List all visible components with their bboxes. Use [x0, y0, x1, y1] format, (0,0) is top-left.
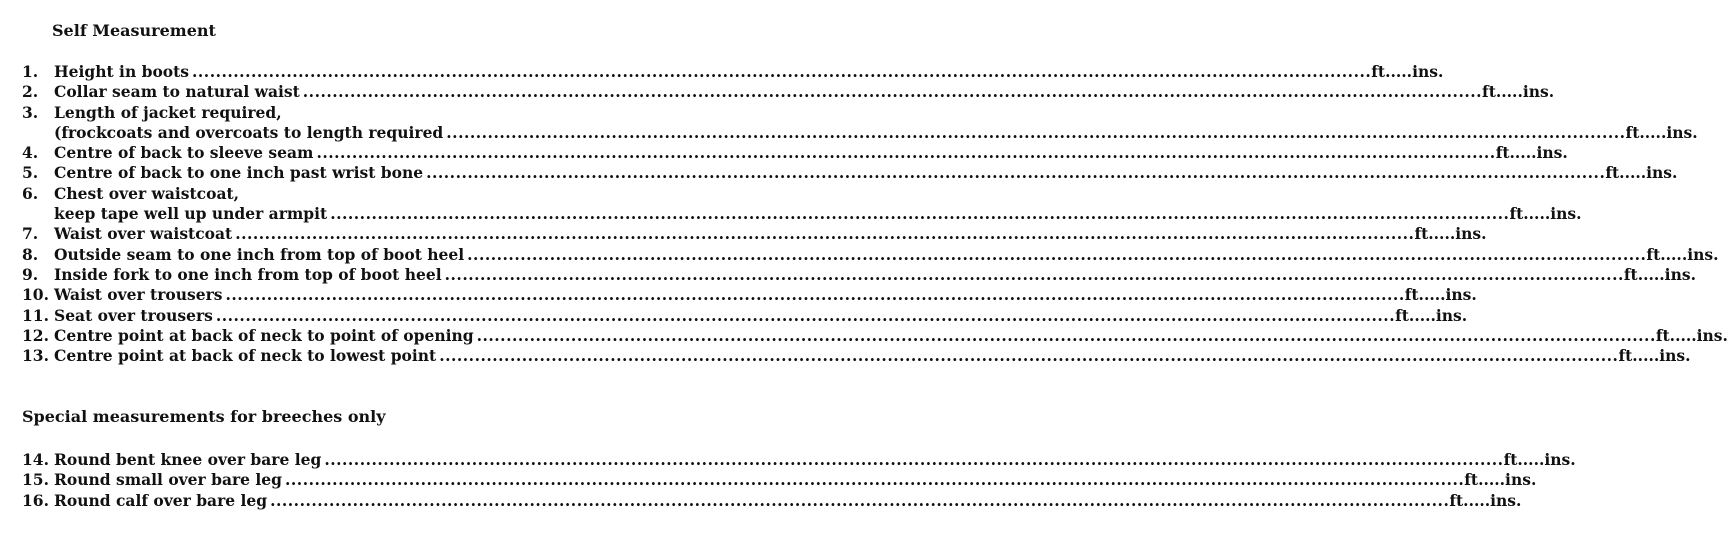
dot-leader: ........................................................................................................................................................................................................: [426, 163, 1606, 183]
units-field[interactable]: ft.....ins.: [1414, 224, 1487, 244]
measurement-item: [0, 163, 1678, 183]
item-number: 2.: [22, 82, 39, 102]
item-number: 15.: [22, 470, 49, 490]
item-number: 11.: [22, 305, 49, 325]
measurement-line: [54, 82, 1555, 102]
measurement-item: [0, 264, 1696, 285]
item-number: 5.: [22, 163, 39, 183]
measurement-item-continuation: [0, 204, 1582, 224]
dot-leader: ........................................................................................................................................................................................................: [225, 285, 1405, 305]
measurement-item: [0, 82, 1555, 102]
section-heading-self-measurement: Self Measurement: [52, 21, 216, 40]
measurement-label: Height in boots: [54, 62, 190, 81]
measurement-label: keep tape well up under armpit: [54, 204, 328, 224]
measurement-line: [54, 325, 1728, 346]
measurement-item-continuation: [0, 122, 1698, 143]
measurement-list: [0, 62, 1728, 366]
dot-leader: ........................................................................................................................................................................................................: [270, 490, 1450, 510]
measurement-label: Round small over bare leg: [54, 470, 282, 490]
measurement-label: (frockcoats and overcoats to length required: [54, 122, 444, 142]
measurement-label: Centre of back to one inch past wrist bone: [54, 163, 424, 183]
units-field[interactable]: ft.....ins.: [1655, 325, 1728, 345]
item-number: 16.: [22, 490, 49, 510]
item-number: 7.: [22, 224, 39, 244]
measurement-label: Round calf over bare leg: [54, 490, 268, 510]
measurement-label: Centre point at back of neck to lowest point: [54, 346, 437, 366]
measurement-item: [0, 224, 1487, 244]
measurement-item: [0, 450, 1576, 470]
item-number: 13.: [22, 346, 49, 366]
section-heading-breeches: Special measurements for breeches only: [22, 407, 386, 426]
measurement-item: [0, 184, 600, 204]
measurement-line: [54, 224, 1487, 244]
measurement-line: [54, 305, 1468, 326]
item-number: 12.: [22, 325, 49, 345]
measurement-label: Chest over waistcoat,: [54, 183, 240, 203]
item-number: 10.: [22, 285, 49, 305]
measurement-line: [54, 346, 1691, 366]
measurement-line: [54, 470, 1537, 490]
units-field[interactable]: ft.....ins.: [1623, 264, 1696, 284]
dot-leader: ........................................................................................................................................................................................................: [302, 82, 1483, 102]
dot-leader: ........................................................................................................................................................................................................: [316, 143, 1496, 163]
measurement-line: [54, 450, 1576, 470]
measurement-line: [54, 285, 1477, 305]
measurement-line: [54, 204, 1582, 224]
measurement-item: [0, 244, 1719, 265]
measurement-label: Outside seam to one inch from top of boot heel: [54, 244, 465, 264]
units-field[interactable]: ft.....ins.: [1395, 305, 1468, 325]
measurement-item: [0, 305, 1468, 326]
item-number: 1.: [22, 62, 39, 81]
measurement-line: [54, 122, 1698, 143]
measurement-line: [54, 143, 1568, 163]
units-field[interactable]: ft.....ins.: [1625, 122, 1698, 142]
measurement-item: [0, 490, 1522, 511]
measurement-item: [0, 470, 1537, 490]
dot-leader: ........................................................................................................................................................................................................: [215, 305, 1396, 325]
units-field[interactable]: ft.....ins.: [1605, 163, 1678, 183]
dot-leader: ........................................................................................................................................................................................................: [235, 224, 1415, 244]
measurement-label: Round bent knee over bare leg: [54, 450, 322, 469]
measurement-label: Seat over trousers: [54, 305, 213, 325]
item-number: 8.: [22, 244, 39, 264]
measurement-line: [54, 244, 1719, 265]
measurement-label: Length of jacket required,: [54, 102, 282, 122]
dot-leader: ........................................................................................................................................................................................................: [467, 244, 1647, 264]
measurement-item: [0, 143, 1568, 163]
units-field[interactable]: ft.....ins.: [1495, 143, 1568, 163]
dot-leader: ........................................................................................................................................................................................................: [446, 122, 1626, 142]
measurement-item: [0, 285, 1477, 305]
measurement-item: [0, 103, 600, 123]
measurement-label: Inside fork to one inch from top of boot heel: [54, 264, 442, 284]
dot-leader: ........................................................................................................................................................................................................: [330, 204, 1510, 224]
measurement-label: Waist over waistcoat: [54, 224, 233, 244]
dot-leader: ........................................................................................................................................................................................................: [192, 62, 1372, 81]
units-field[interactable]: ft.....ins.: [1449, 490, 1522, 510]
item-number: 3.: [22, 102, 39, 122]
dot-leader: ........................................................................................................................................................................................................: [476, 325, 1656, 345]
measurement-item: [0, 325, 1728, 346]
units-field[interactable]: ft.....ins.: [1503, 450, 1576, 469]
dot-leader: ........................................................................................................................................................................................................: [444, 264, 1624, 284]
item-number: 14.: [22, 450, 49, 469]
units-field[interactable]: ft.....ins.: [1464, 470, 1537, 490]
units-field[interactable]: ft.....ins.: [1404, 285, 1477, 305]
measurement-item: [0, 346, 1691, 366]
units-field[interactable]: ft.....ins.: [1618, 346, 1691, 366]
units-field[interactable]: ft.....ins.: [1371, 62, 1444, 81]
dot-leader: ........................................................................................................................................................................................................: [324, 450, 1504, 469]
units-field[interactable]: ft.....ins.: [1646, 244, 1719, 264]
units-field[interactable]: ft.....ins.: [1509, 204, 1582, 224]
measurement-line: [54, 184, 579, 204]
dot-leader: ........................................................................................................................................................................................................: [285, 470, 1465, 490]
dot-leader: ........................................................................................................................................................................................................: [439, 346, 1619, 366]
measurement-line: [54, 62, 1444, 82]
measurement-label: Waist over trousers: [54, 285, 223, 305]
item-number: 4.: [22, 143, 39, 163]
measurement-item: [0, 62, 1444, 82]
units-field[interactable]: ft.....ins.: [1482, 82, 1555, 102]
item-number: 6.: [22, 183, 39, 203]
breeches-measurement-list: [0, 450, 1576, 511]
measurement-label: Collar seam to natural waist: [54, 82, 300, 102]
measurement-line: [54, 264, 1696, 285]
item-number: 9.: [22, 264, 39, 284]
measurement-label: Centre point at back of neck to point of opening: [54, 325, 474, 345]
measurement-line: [54, 163, 1678, 183]
measurement-line: [54, 103, 579, 123]
measurement-label: Centre of back to sleeve seam: [54, 143, 314, 163]
measurement-line: [54, 490, 1522, 511]
